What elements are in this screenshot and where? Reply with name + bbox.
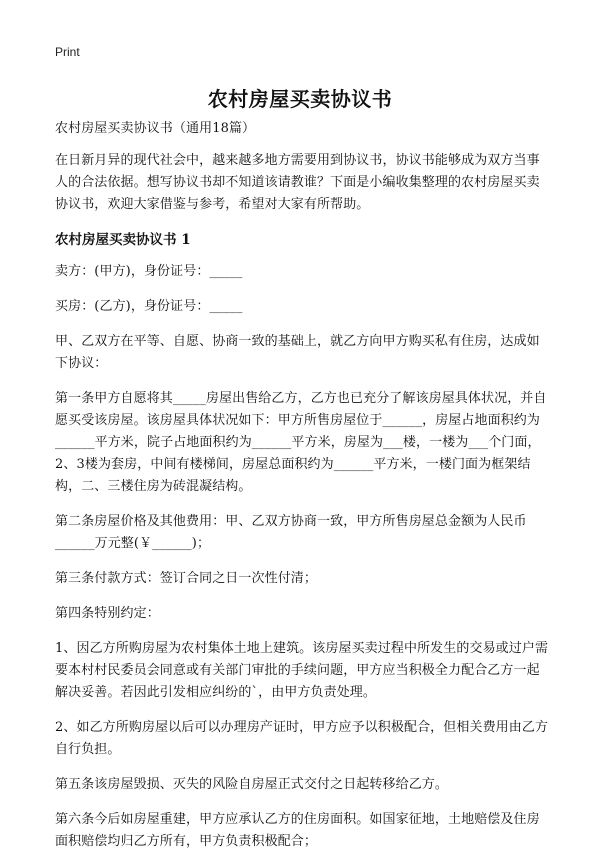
article-1-paragraph: 第一条甲方自愿将其_____房屋出售给乙方，乙方也已充分了解该房屋具体状况，并自愿买受该房屋。该房屋具体状况如下：甲方所售房屋位于______，房屋占地面积约为______平方米，院子占地面积约为______平方米，房屋为___楼，一楼为___个门面，2、3楼为套房，中间有楼梯间，房屋总面积约为______平方米，一楼门面为框架结构，二、三楼住房为砖混凝结构。 — [55, 391, 547, 494]
page-title: 农村房屋买卖协议书 — [207, 87, 393, 111]
article-3-paragraph: 第三条付款方式：签订合同之日一次性付清； — [55, 571, 318, 586]
article-4-paragraph: 第四条特别约定： — [55, 606, 160, 621]
clause-2-paragraph: 2、如乙方所购房屋以后可以办理房产证时，甲方应予以积极配合，但相关费用由乙方自行负担。 — [55, 720, 549, 757]
agreement-intro-paragraph: 甲、乙双方在平等、自愿、协商一致的基础上，就乙方向甲方购买私有住房，达成如下协议： — [55, 334, 540, 371]
intro-paragraph: 在日新月异的现代社会中，越来越多地方需要用到协议书，协议书能够成为双方当事人的合法依据。想写协议书却不知道该请教谁？下面是小编收集整理的农村房屋买卖协议书，欢迎大家借鉴与参考，希望对大家有所帮助。 — [55, 153, 540, 212]
document-body — [55, 118, 550, 866]
document-subtitle: 农村房屋买卖协议书（通用18篇） — [55, 121, 256, 136]
article-6-paragraph: 第六条今后如房屋重建，甲方应承认乙方的住房面积。如国家征地，土地赔偿及住房面积赔偿均归乙方所有，甲方负责积极配合； — [55, 812, 540, 849]
buyer-line: 买房：(乙方)，身份证号：_____ — [55, 299, 243, 314]
article-2-paragraph: 第二条房屋价格及其他费用：甲、乙双方协商一致，甲方所售房屋总金额为人民币______万元整(￥______)； — [55, 514, 527, 551]
article-5-paragraph: 第五条该房屋毁损、灭失的风险自房屋正式交付之日起转移给乙方。 — [55, 777, 449, 792]
clause-1-paragraph: 1、因乙方所购房屋为农村集体土地上建筑。该房屋买卖过程中所发生的交易或过户需要本村村民委员会同意或有关部门审批的手续问题，甲方应当积极全力配合乙方一起解决妥善。若因此引发相应纠纷的`，由甲方负责处理。 — [55, 641, 549, 700]
section-heading: 农村房屋买卖协议书 1 — [55, 232, 191, 248]
seller-line: 卖方：(甲方)，身份证号：_____ — [55, 264, 243, 279]
print-link[interactable]: Print — [55, 45, 80, 59]
